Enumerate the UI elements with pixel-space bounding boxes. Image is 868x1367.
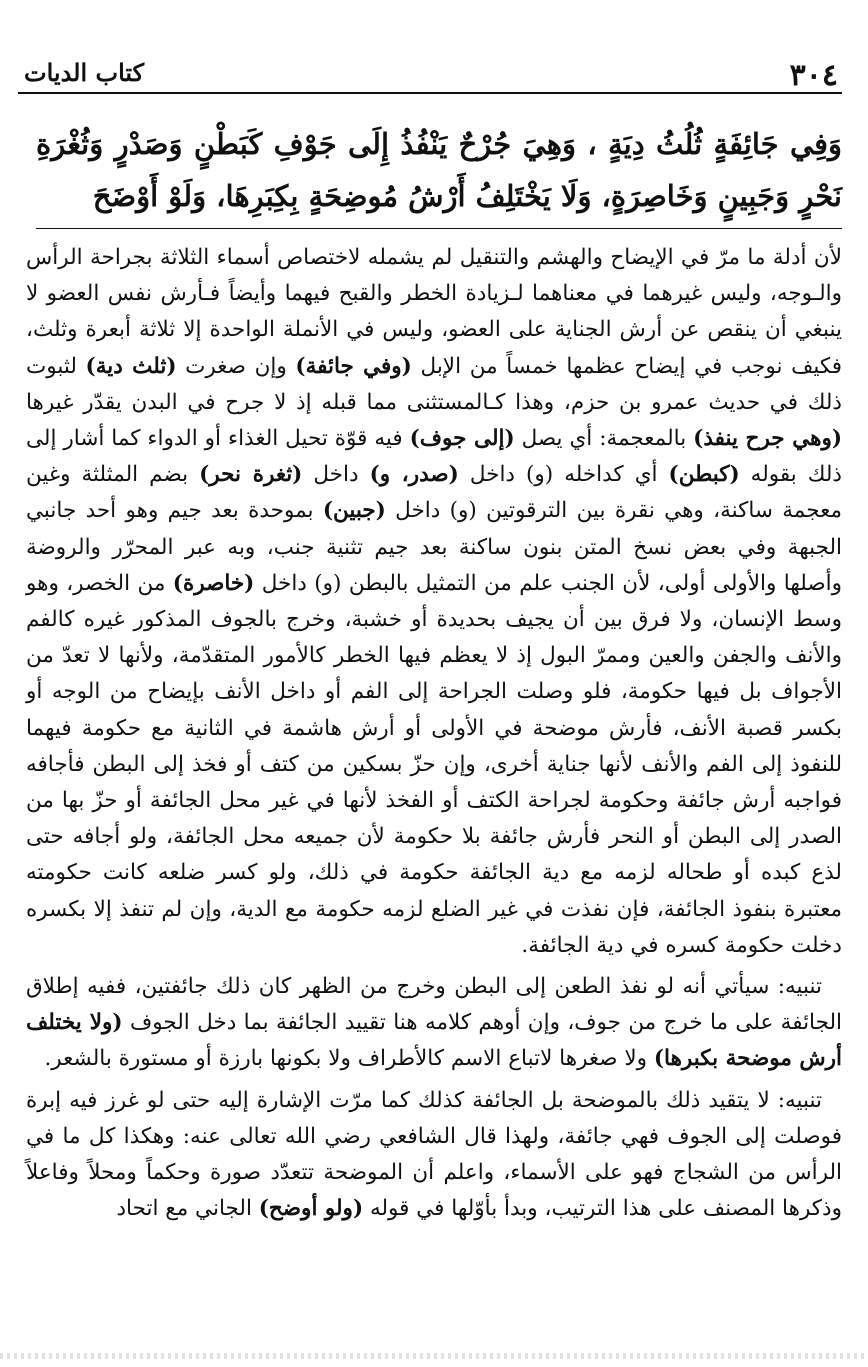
- scan-edge: [0, 1353, 868, 1359]
- commentary-paragraph: [26, 240, 842, 964]
- note-paragraph: [26, 969, 842, 1078]
- matn-quote: (ولا يختلف أرش موضحة بكبرها): [26, 1010, 842, 1072]
- commentary-text: بموحدة بعد جيم وهو أحد جانبي الجبهة وفي بعض نسخ المتن بنون ساكنة بعد جيم تثنية جنب، وبه عبر المحرّر والروضة وأصلها والأولى أولى، لأن الجنب علم من التمثيل بالبطن (و) داخل: [26, 498, 842, 596]
- matn-quote: (جبين): [322, 498, 386, 524]
- commentary-text: الجاني مع اتحاد: [116, 1196, 259, 1222]
- commentary-text: لثبوت ذلك في حديث عمرو بن حزم، وهذا كـالمستثنى مما قبله إذ لا جرح في البدن يقدّر غيرها: [26, 353, 842, 415]
- matn-quote: (ثلث دية): [85, 353, 177, 379]
- page-header: [24, 52, 838, 92]
- header-rule: [18, 92, 842, 94]
- matn-quote: (وهي جرح ينفذ): [693, 426, 843, 452]
- matn-quote: (وفي جائفة): [295, 353, 412, 379]
- matn-quote: (خاصرة): [172, 570, 255, 596]
- matn-quote: (صدر، و): [369, 462, 459, 488]
- running-title: كتاب الديات: [24, 58, 145, 87]
- matn-text: وَفِي جَائِفَةٍ ثُلُثُ دِيَةٍ ، وَهِيَ جُرْحٌ يَنْفُذُ إِلَى جَوْفِ كَبَطْنٍ وَصَدْرٍ وَثُغْرَةِ نَحْرٍ وَجَبِينٍ وَخَاصِرَةٍ، وَلَا يَخْتَلِفُ أَرْشُ مُوضِحَةٍ بِكِبَرِهَا، وَلَوْ أَوْضَحَ: [36, 127, 842, 213]
- commentary-text: أي كداخله (و) داخل: [458, 462, 669, 488]
- commentary-text: فيه قوّة تحيل الغذاء أو الدواء كما أشار إلى ذلك بقوله: [26, 426, 842, 488]
- page-number: ٣٠٤: [789, 58, 838, 93]
- commentary-text: لأن أدلة ما مرّ في الإيضاح والهشم والتنقيل لم يشمله لاختصاص أسماء الثلاثة بجراحة الرأس والـوجه، وليس غيرهما في معناهما لـزيادة الخطر والقبح فيهما وأيضاً فـأرش نفس العضو لا ينبغي أن ينقص عن أرش الجناية على العضو، وليس في الأنملة الواحدة إلا ثلاثة أبعرة وثلث، فكيف نوجب في إيضاح عظمها خمساً من الإبل: [26, 245, 842, 379]
- commentary-text: بضم المثلثة وغين معجمة ساكنة، وهي نقرة بين الترقوتين (و) داخل: [26, 462, 842, 524]
- matn-quote: (ولو أوضح): [258, 1196, 364, 1222]
- commentary: [26, 240, 842, 1227]
- commentary-text: تنبيه: سيأتي أنه لو نفذ الطعن إلى البطن وخرج من الظهر كان ذلك جائفتين، ففيه إطلاق الجائفة على ما خرج من جوف، وإن أوهم كلامه هنا تقييد الجائفة بما دخل الجوف: [26, 974, 843, 1036]
- matn-separator: [36, 228, 842, 229]
- commentary-text: داخل: [302, 462, 370, 488]
- commentary-text: وإن صغرت: [176, 353, 296, 379]
- commentary-text: تنبيه: لا يتقيد ذلك بالموضحة بل الجائفة كذلك كما مرّت الإشارة إليه حتى لو غرز فيه إبرة فوصلت إلى الجوف فهي جائفة، ولهذا قال الشافعي رضي الله تعالى عنه: وهكذا كل ما في الرأس من الشجاج فهو على الأسماء، واعلم أن الموضحة تتعدّد صورة وحكماً ومحلاً وفاعلاً وذكرها المصنف على هذا الترتيب، وبدأ بأوّلها في قوله: [26, 1087, 842, 1222]
- matn-quote: (ثغرة نحر): [199, 462, 303, 488]
- commentary-text: بالمعجمة: أي يصل: [514, 426, 694, 452]
- note-paragraph: [26, 1083, 842, 1228]
- matn-quote: (إلى جوف): [409, 426, 515, 452]
- commentary-text: ولا صغرها لاتباع الاسم كالأطراف ولا بكونها بارزة أو مستورة بالشعر.: [44, 1046, 654, 1072]
- commentary-text: من الخصر، وهو وسط الإنسان، ولا فرق بين أن يجيف بحديدة أو خشبة، وخرج بالجوف المذكور غيره كالفم والأنف والجفن والعين وممرّ البول إذ لا يعظم فيها الخطر كالأمور المتقدّمة، ولأنها لا تعدّ من الأجواف بل فيها حكومة، فلو وصلت الجراحة إلى الفم أو داخل الأنف بإيضاح من الوجه أو بكسر قصبة الأنف، فأرش موضحة في الأولى أو أرش هاشمة في الثانية مع حكومة فيهما للنفوذ إلى الفم والأنف لأنها جناية أخرى، وإن حزّ بسكين من كتف أو فخذ إلى البطن فأجافه فواجبه أرش جائفة وحكومة لجراحة الكتف أو الفخذ لأنها في غير محل الجائفة أو حزّ بها من الصدر إلى البطن أو النحر فأرش جائفة بلا حكومة لأن جميعه محل الجائفة، ولو أجافه حتى لذع كبده أو طحاله لزمه مع دية الجائفة حكومة في ذلك، ولو كسر ضلعه كانت حكومته معتبرة بنفوذ الجائفة، فإن نفذت في غير الضلع لزمه حكومة مع الدية، وإن لم تنفذ إلا بكسره دخلت حكومة كسره في دية الجائفة.: [26, 570, 842, 958]
- matn-quote: (كبطن): [668, 462, 740, 488]
